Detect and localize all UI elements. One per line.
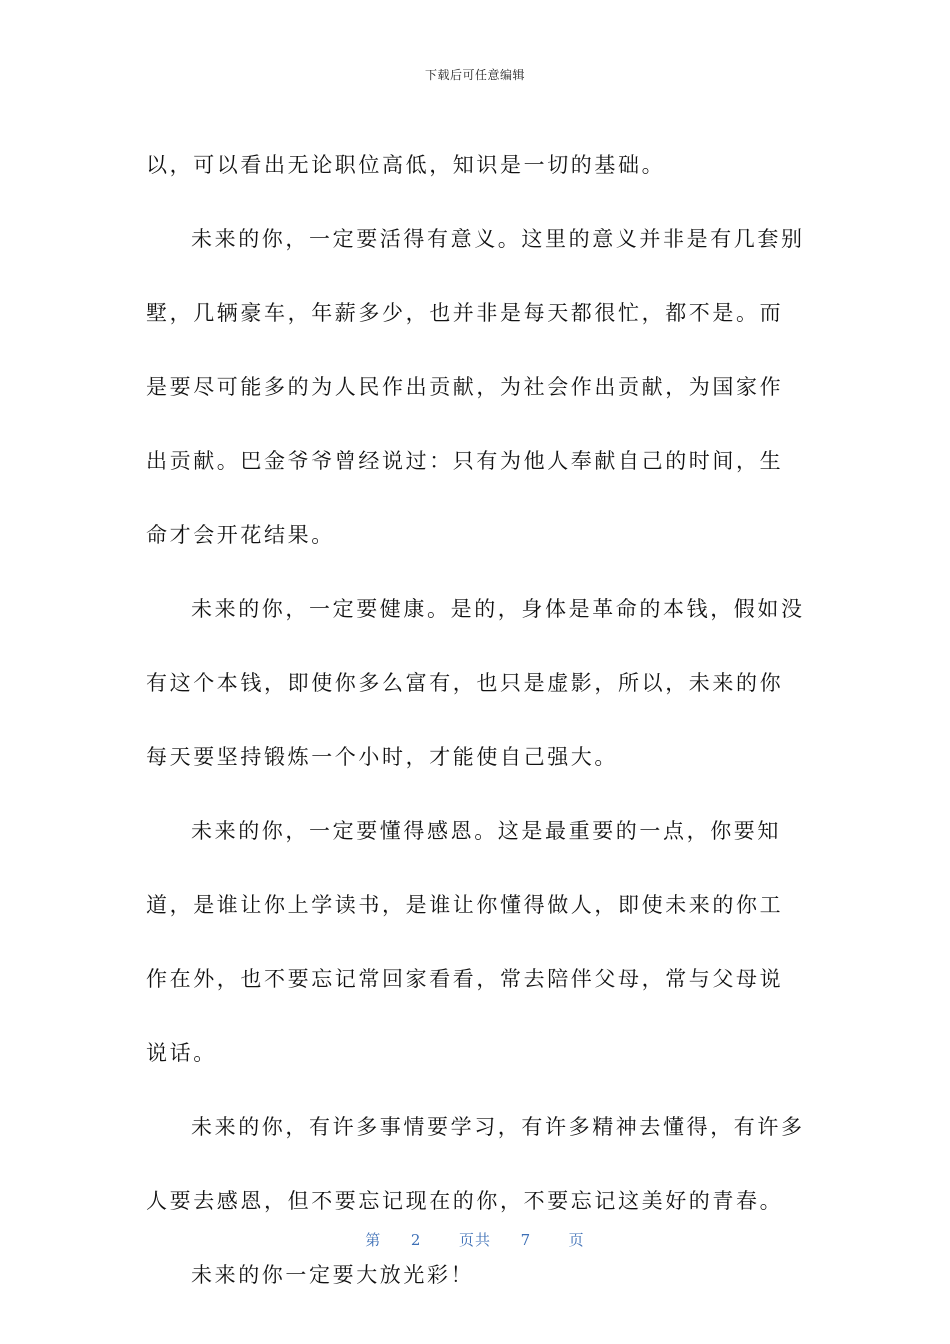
paragraph-4: 未来的你，一定要懂得感恩。这是最重要的一点，你要知道，是谁让你上学读书，是谁让你懂得做人，即使未来的你工作在外，也不要忘记常回家看看，常去陪伴父母，常与父母说说话。 [146, 819, 784, 1065]
page-footer [0, 1229, 950, 1250]
paragraph-3: 未来的你，一定要健康。是的，身体是革命的本钱，假如没有这个本钱，即使你多么富有，也只是虚影，所以，未来的你每天要坚持锻炼一个小时，才能使自己强大。 [146, 597, 805, 769]
footer-total-pages: 7 [520, 1231, 532, 1249]
page-header: 下载后可任意编辑 [424, 68, 525, 82]
paragraph-1: 以，可以看出无论职位高低，知识是一切的基础。 [146, 153, 666, 177]
footer-suffix: 页 [568, 1231, 585, 1249]
footer-prefix: 第 [365, 1231, 382, 1249]
paragraph-5: 未来的你，有许多事情要学习，有许多精神去懂得，有许多人要去感恩，但不要忘记现在的你，不要忘记这美好的青春。 [146, 1115, 805, 1213]
footer-middle: 页共 [458, 1231, 491, 1249]
paragraph-2: 未来的你，一定要活得有意义。这里的意义并非是有几套别墅，几辆豪车，年薪多少，也并非是每天都很忙，都不是。而是要尽可能多的为人民作出贡献，为社会作出贡献，为国家作出贡献。巴金爷爷曾经说过：只有为他人奉献自己的时间，生命才会开花结果。 [146, 227, 805, 547]
document-body [146, 128, 806, 1312]
footer-current-page: 2 [410, 1231, 422, 1249]
paragraph-6: 未来的你一定要大放光彩！ [191, 1263, 475, 1287]
